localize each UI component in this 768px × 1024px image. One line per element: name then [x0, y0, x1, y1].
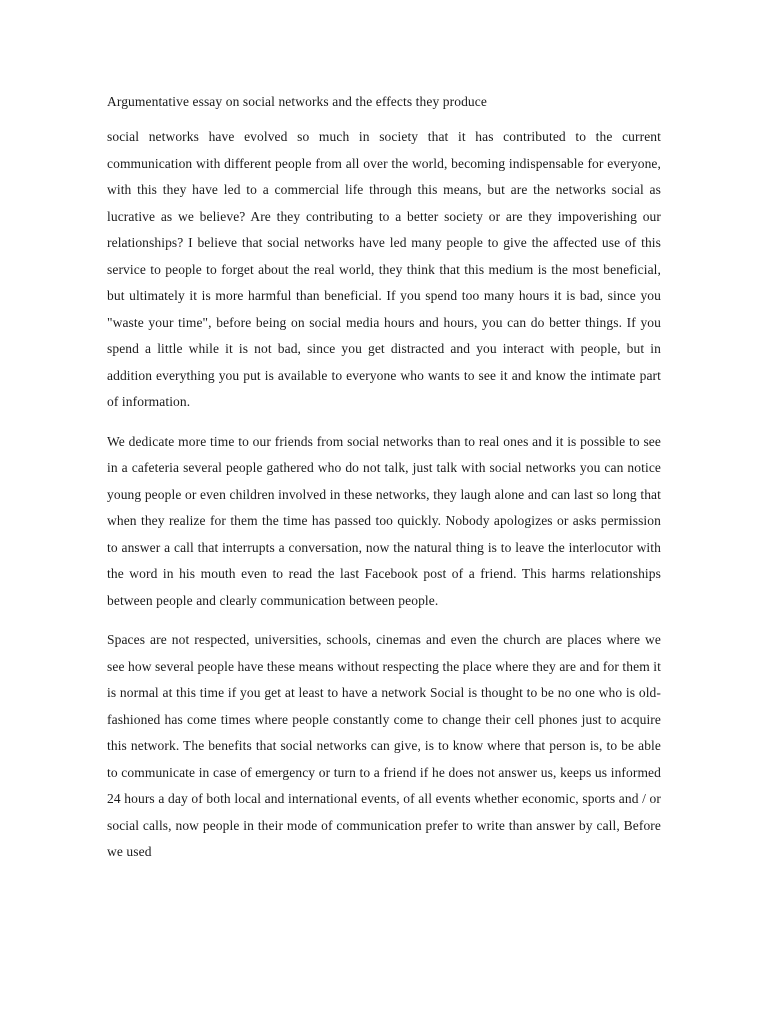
paragraph-1: social networks have evolved so much in society that it has contributed to the current communication with different people from all over the world, becoming indispensable for everyone, with this they have led to a commercial life through this means, but are the networks social as lucrative as we believe? Are they contributing to a better society or are they impoverishing our relationships? I believe that social networks have led many people to give the affected use of this service to people to forget about the real world, they think that this medium is the most beneficial, but ultimately it is more harmful than beneficial. If you spend too many hours it is bad, since you "waste your time", before being on social media hours and hours, you can do better things. If you spend a little while it is not bad, since you get distracted and you interact with people, but in addition everything you put is available to everyone who wants to see it and know the intimate part of information.	[107, 129, 661, 409]
paragraph-3: Spaces are not respected, universities, schools, cinemas and even the church are places where we see how several people have these means without respecting the place where they are and for them it is normal at this time if you get at least to have a network Social is thought to be no one who is old-fashioned has come times where people constantly come to change their cell phones just to acquire this network. The benefits that social networks can give, is to know where that person is, to be able to communicate in case of emergency or turn to a friend if he does not answer us, keeps us informed 24 hours a day of both local and international events, of all events whether economic, sports and / or social calls, now people in their mode of communication prefer to write than answer by call, Before we used	[107, 632, 661, 859]
document-title: Argumentative essay on social networks and the effects they produce	[107, 94, 487, 109]
paragraph-2: We dedicate more time to our friends from social networks than to real ones and it is possible to see in a cafeteria several people gathered who do not talk, just talk with social networks you can notice young people or even children involved in these networks, they laugh alone and can last so long that when they realize for them the time has passed too quickly. Nobody apologizes or asks permission to answer a call that interrupts a conversation, now the natural thing is to leave the interlocutor with the word in his mouth even to read the last Facebook post of a friend. This harms relationships between people and clearly communication between people.	[107, 433, 661, 608]
document-body	[107, 92, 661, 879]
